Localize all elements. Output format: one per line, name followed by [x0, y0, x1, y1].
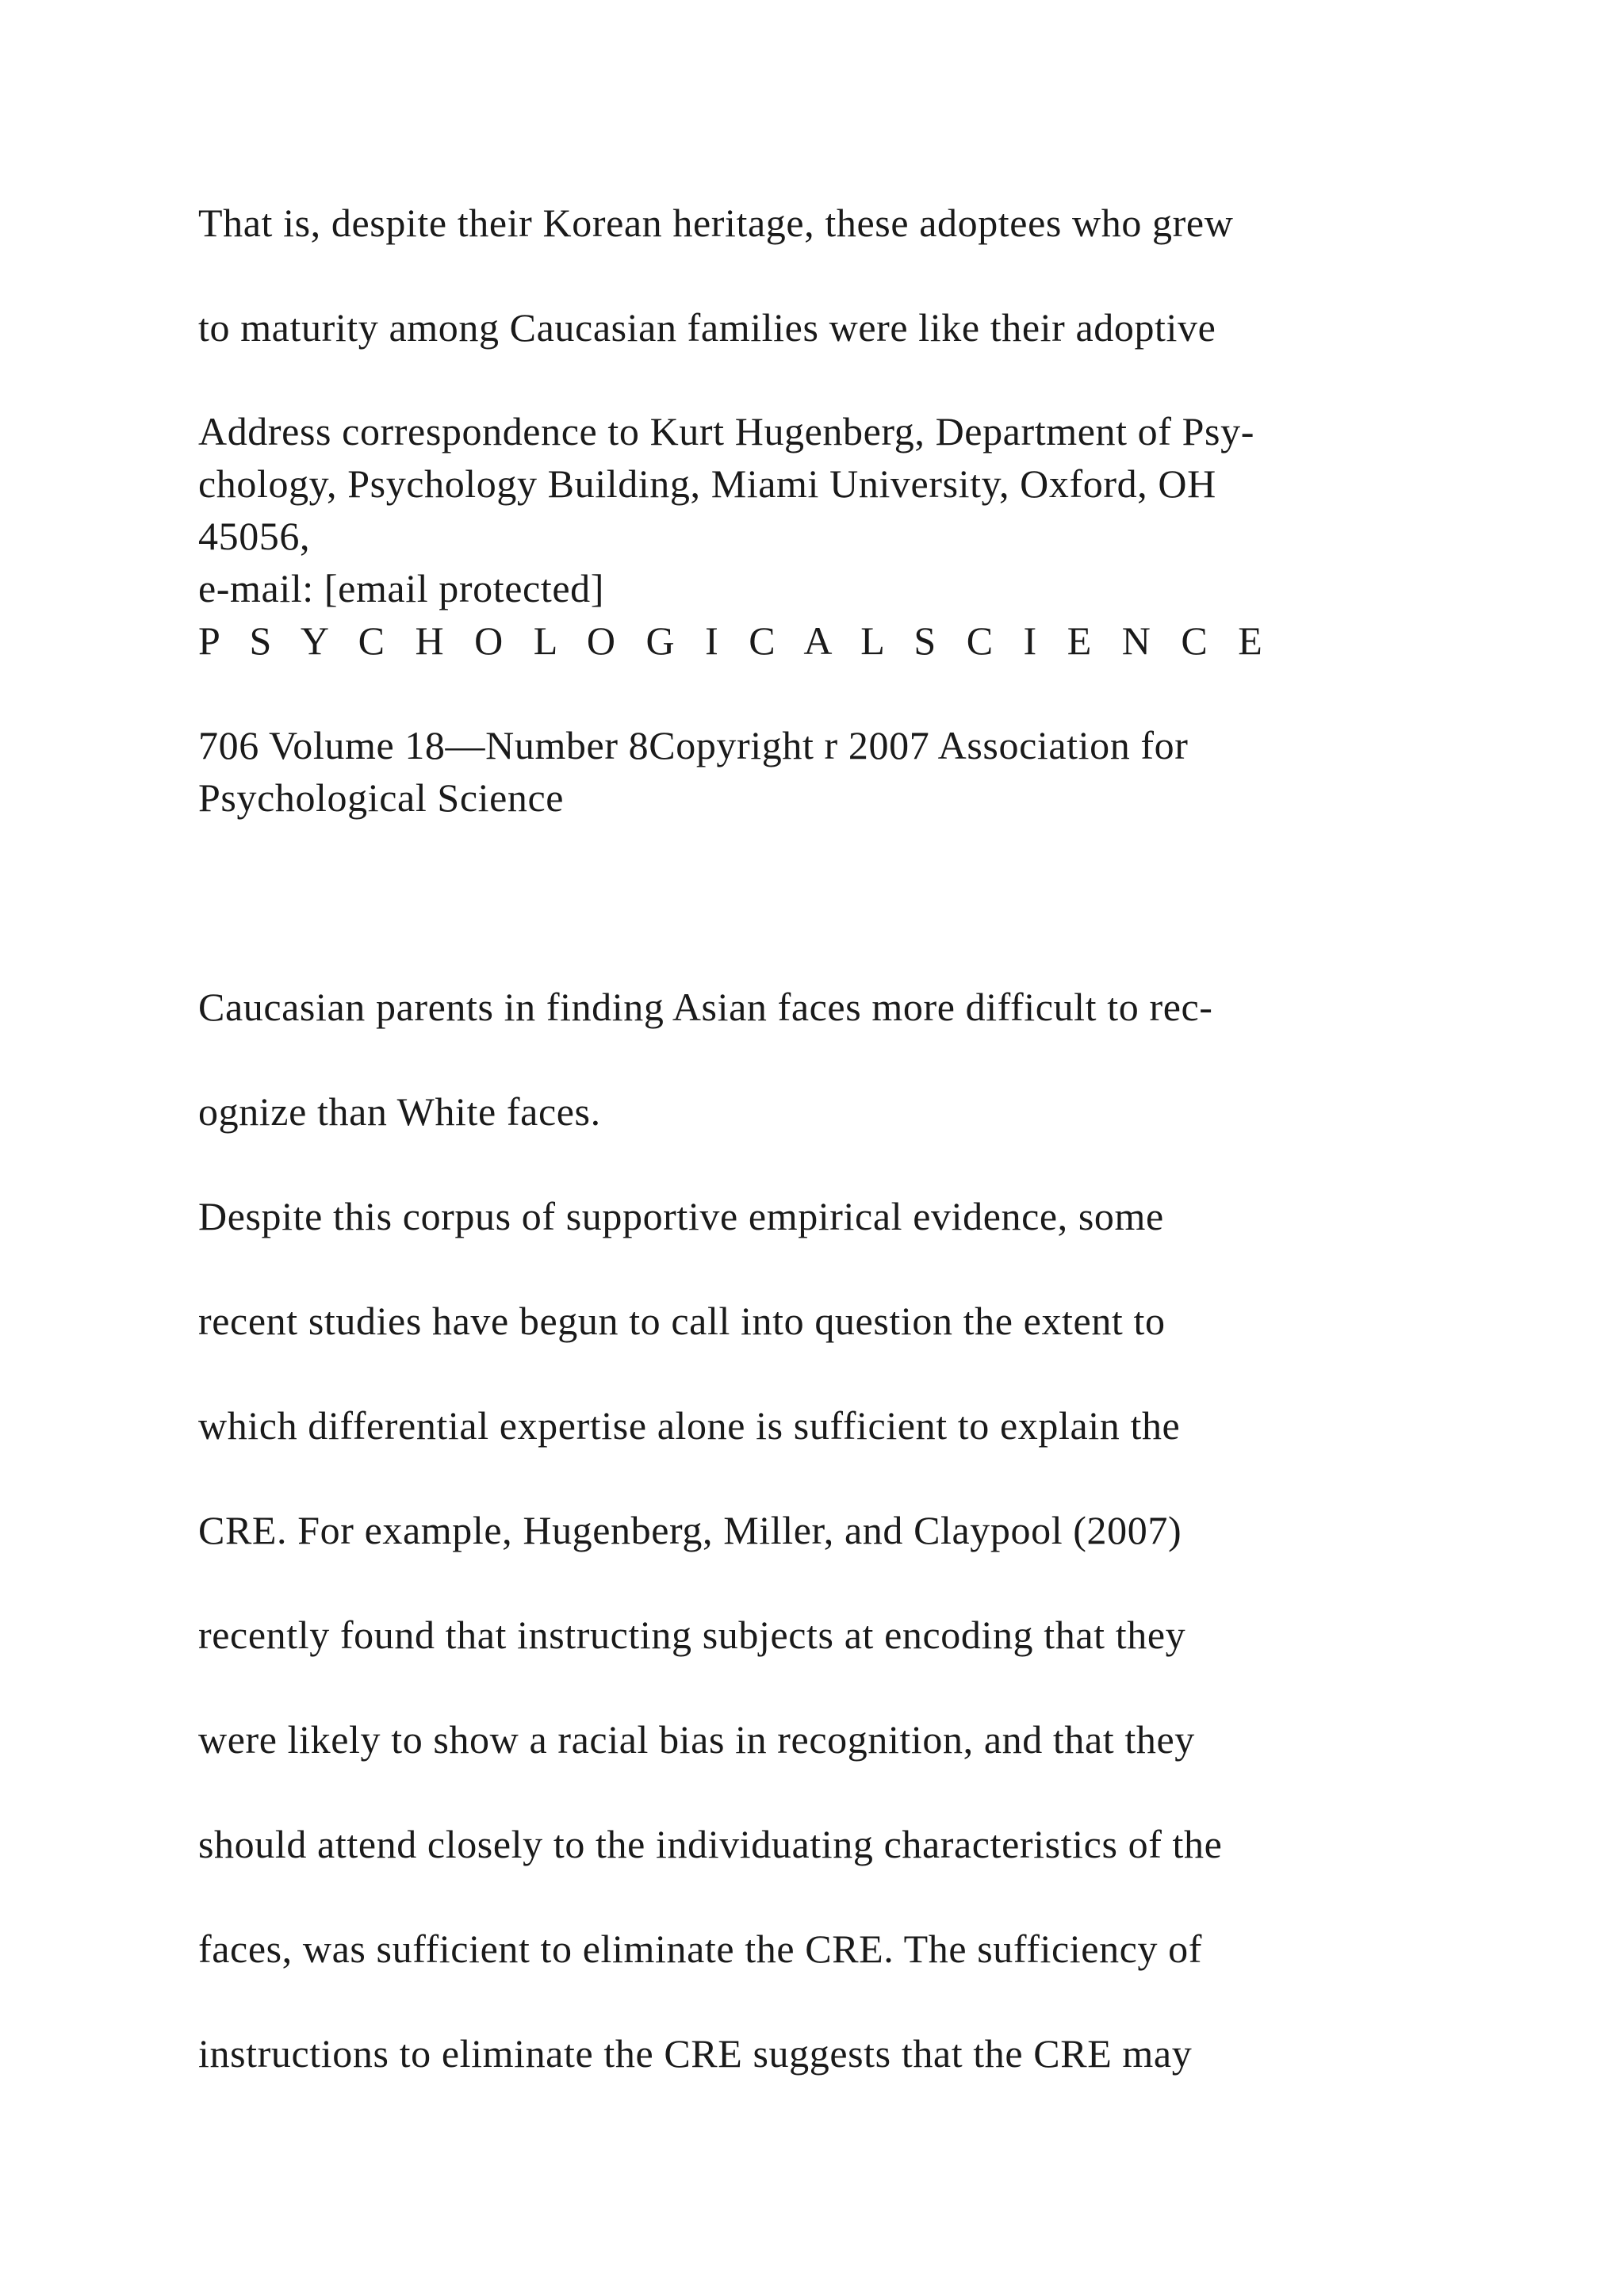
text-line: faces, was sufficient to eliminate the CRE. The sufficiency of — [198, 1927, 1203, 1971]
text-line: recent studies have begun to call into question the extent to — [198, 1299, 1166, 1343]
text-line: to maturity among Caucasian families were like their adoptive — [198, 305, 1216, 350]
volume-copyright-line: 706 Volume 18—Number 8Copyright r 2007 Association for — [198, 723, 1189, 767]
text-line: CRE. For example, Hugenberg, Miller, and Claypool (2007) — [198, 1508, 1182, 1552]
text-line: That is, despite their Korean heritage, these adoptees who grew — [198, 201, 1234, 245]
footnote-line: chology, Psychology Building, Miami University, Oxford, OH — [198, 461, 1216, 506]
journal-name: P S Y C H O L O G I C A L S C I E N C E — [198, 618, 1273, 663]
text-line: should attend closely to the individuating characteristics of the — [198, 1822, 1223, 1866]
footnote-line: Address correspondence to Kurt Hugenberg, Department of Psy- — [198, 409, 1254, 453]
society-line: Psychological Science — [198, 775, 565, 820]
text-line: recently found that instructing subjects at encoding that they — [198, 1613, 1186, 1657]
text-line: which differential expertise alone is sufficient to explain the — [198, 1403, 1181, 1448]
text-line: ognize than White faces. — [198, 1089, 601, 1134]
footnote-line: 45056, — [198, 514, 311, 558]
text-line: Caucasian parents in finding Asian faces more difficult to rec- — [198, 985, 1213, 1029]
footnote-email: e-mail: [email protected] — [198, 566, 604, 610]
text-line: instructions to eliminate the CRE suggests that the CRE may — [198, 2031, 1193, 2076]
text-line: Despite this corpus of supportive empirical evidence, some — [198, 1194, 1164, 1238]
text-line: were likely to show a racial bias in recognition, and that they — [198, 1717, 1195, 1762]
